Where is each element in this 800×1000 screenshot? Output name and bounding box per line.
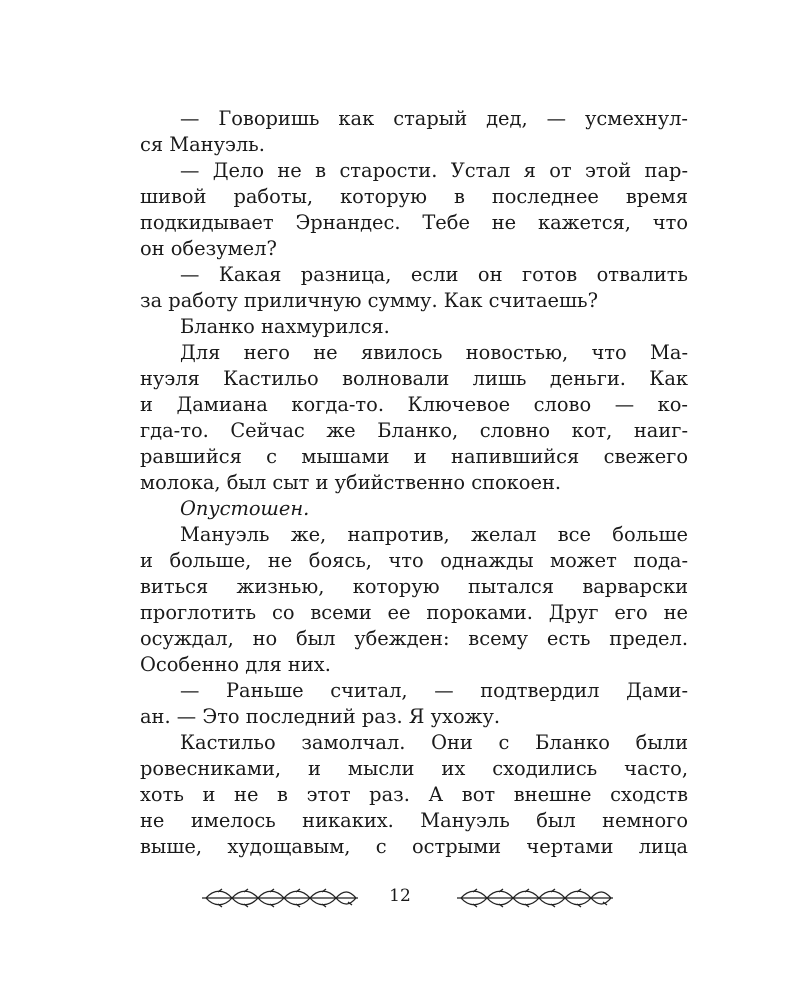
vine-ornament-icon: [200, 886, 360, 910]
text-line: и Дамиана когда-то. Ключевое слово — ко-: [140, 393, 688, 416]
text-line: Мануэль же, напротив, желал все больше: [180, 523, 688, 546]
text-line: ровесниками, и мысли их сходились часто,: [140, 757, 688, 780]
text-line: за работу приличную сумму. Как считаешь?: [140, 289, 598, 312]
text-line: Для него не явилось новостью, что Ма-: [180, 341, 688, 364]
text-line: Бланко нахмурился.: [180, 315, 390, 338]
text-line: проглотить со всеми ее пороками. Друг его не: [140, 601, 688, 624]
text-line: виться жизнью, которую пытался варварски: [140, 575, 688, 598]
text-line: шивой работы, которую в последнее время: [140, 185, 688, 208]
text-line: не имелось никаких. Мануэль был немного: [140, 809, 688, 832]
text-line: и больше, не боясь, что однажды может пода-: [140, 549, 688, 572]
text-line: осуждал, но был убежден: всему есть предел.: [140, 627, 688, 650]
text-line: — Какая разница, если он готов отвалить: [180, 263, 688, 286]
text-line: Кастильо замолчал. Они с Бланко были: [180, 731, 688, 754]
text-line: равшийся с мышами и напившийся свежего: [140, 445, 688, 468]
text-line: хоть и не в этот раз. А вот внешне сходств: [140, 783, 688, 806]
text-line: — Раньше считал, — подтвердил Дами-: [180, 679, 688, 702]
text-line: гда-то. Сейчас же Бланко, словно кот, наиг-: [140, 419, 688, 442]
page-number: 12: [389, 886, 411, 906]
book-page-text: [140, 106, 688, 860]
vine-ornament-icon: [455, 886, 615, 910]
text-line: — Говоришь как старый дед, — усмехнул-: [180, 107, 688, 130]
page-footer: [0, 880, 800, 916]
text-line: он обезумел?: [140, 237, 277, 260]
text-line: подкидывает Эрнандес. Тебе не кажется, что: [140, 211, 688, 234]
text-line: ан. — Это последний раз. Я ухожу.: [140, 705, 501, 728]
text-line-italic: Опустошен.: [180, 497, 310, 520]
text-line: выше, худощавым, с острыми чертами лица: [140, 835, 688, 858]
text-line: молока, был сыт и убийственно спокоен.: [140, 471, 562, 494]
text-line: нуэля Кастильо волновали лишь деньги. Как: [140, 367, 688, 390]
text-line: — Дело не в старости. Устал я от этой пар-: [180, 159, 688, 182]
text-line: Особенно для них.: [140, 653, 331, 676]
text-line: ся Мануэль.: [140, 133, 265, 156]
